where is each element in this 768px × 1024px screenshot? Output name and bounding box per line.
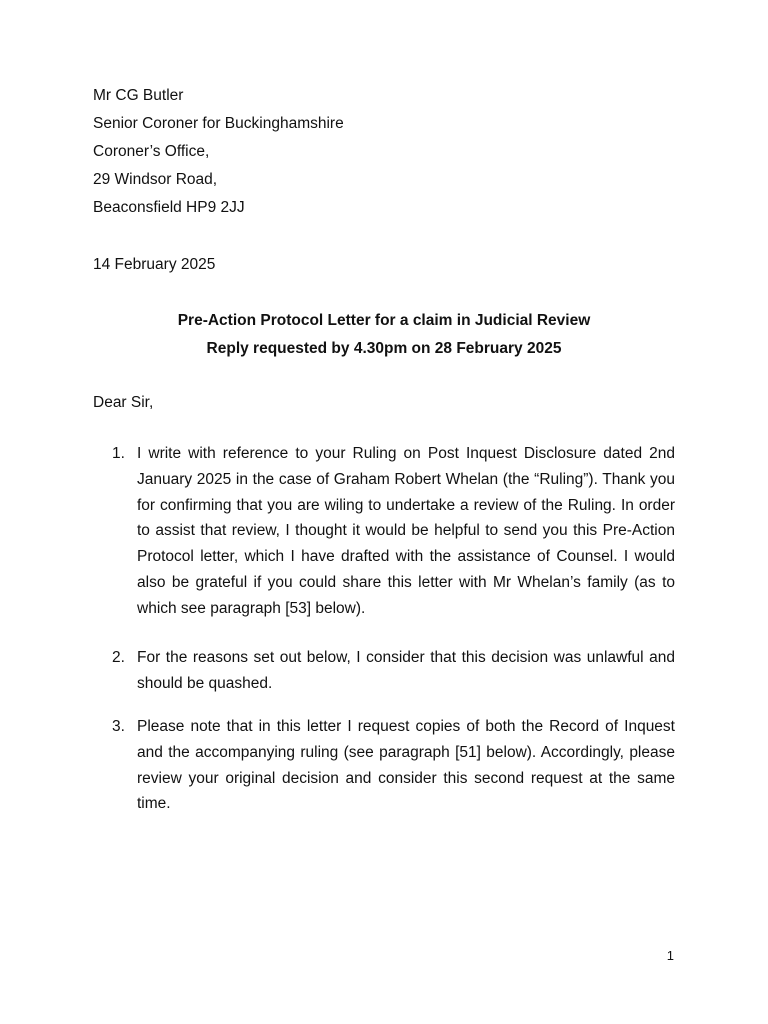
recipient-street: 29 Windsor Road, [93,171,218,188]
page-number: 1 [666,948,674,963]
paragraph-3 [112,714,675,817]
recipient-name: Mr CG Butler [93,87,184,104]
salutation: Dear Sir, [93,394,154,411]
paragraph-text: I write with reference to your Ruling on Post Inquest Disclosure dated 2nd January 2025 in the case of Graham Robert Whelan (the “Ruling”). Thank you for confirming that you are wiling to undertake a review of the Ruling. In order to assist that review, I thought it would be helpful to send you this Pre-Action Protocol letter, which I have drafted with the assistance of Counsel. I would also be grateful if you could share this letter with Mr Whelan’s family (as to which see paragraph [53] below). [137,445,675,617]
letter-date: 14 February 2025 [93,256,216,273]
paragraph-text: For the reasons set out below, I consider that this decision was unlawful and should be quashed. [137,649,675,692]
paragraph-2 [112,645,675,697]
recipient-office: Coroner’s Office, [93,143,210,160]
paragraph-text: Please note that in this letter I request copies of both the Record of Inquest and the accompanying ruling (see paragraph [51] below). Accordingly, please review your original decision and consider this second request at the same time. [137,718,675,813]
recipient-town-postcode: Beaconsfield HP9 2JJ [93,199,245,216]
recipient-title: Senior Coroner for Buckinghamshire [93,115,344,132]
reply-deadline: Reply requested by 4.30pm on 28 February 2025 [206,340,562,357]
paragraph-number: 1. [112,445,125,462]
paragraph-number: 2. [112,649,125,666]
letter-title: Pre-Action Protocol Letter for a claim in Judicial Review [177,312,591,329]
paragraph-number: 3. [112,718,125,735]
paragraph-1 [112,441,675,622]
